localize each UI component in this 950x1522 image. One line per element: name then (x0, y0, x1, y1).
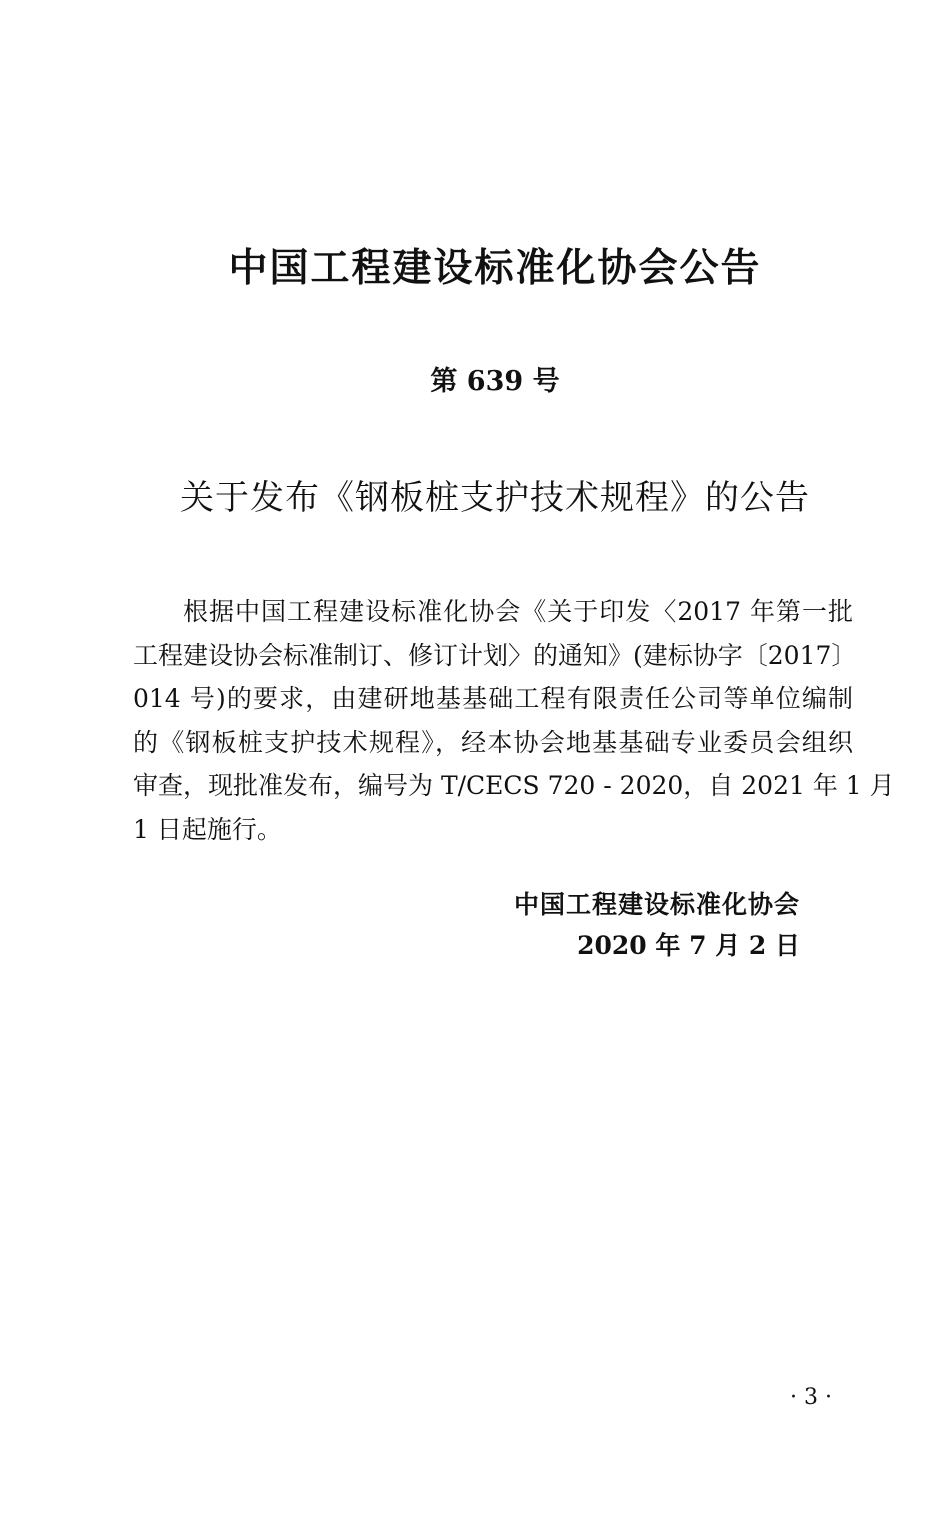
body-line: 工程建设协会标准制订、修订计划〉的通知》(建标协字〔2017〕 (133, 640, 857, 670)
signature-block (514, 884, 800, 966)
organization-title: 中国工程建设标准化协会公告 (228, 246, 762, 291)
page-number: · 3 · (790, 1385, 832, 1410)
signature-date: 2020 年 7 月 2 日 (577, 931, 800, 960)
body-line: 1 日起施行。 (133, 814, 282, 844)
body-line: 根据中国工程建设标准化协会《关于印发〈2017 年第一批 (183, 597, 853, 626)
signature-organization: 中国工程建设标准化协会 (513, 890, 800, 919)
body-line: 审查，现批准发布，编号为 T/CECS 720 - 2020，自 2021 年 1 月 (133, 771, 895, 801)
issue-number: 第 639 号 (430, 366, 560, 397)
notice-body (133, 590, 895, 852)
body-line: 的《钢板桩支护技术规程》，经本协会地基基础专业委员会组织 (133, 727, 853, 757)
body-line: 014 号)的要求，由建研地基基础工程有限责任公司等单位编制 (133, 684, 853, 714)
notice-title: 关于发布《钢板桩支护技术规程》的公告 (180, 478, 810, 518)
